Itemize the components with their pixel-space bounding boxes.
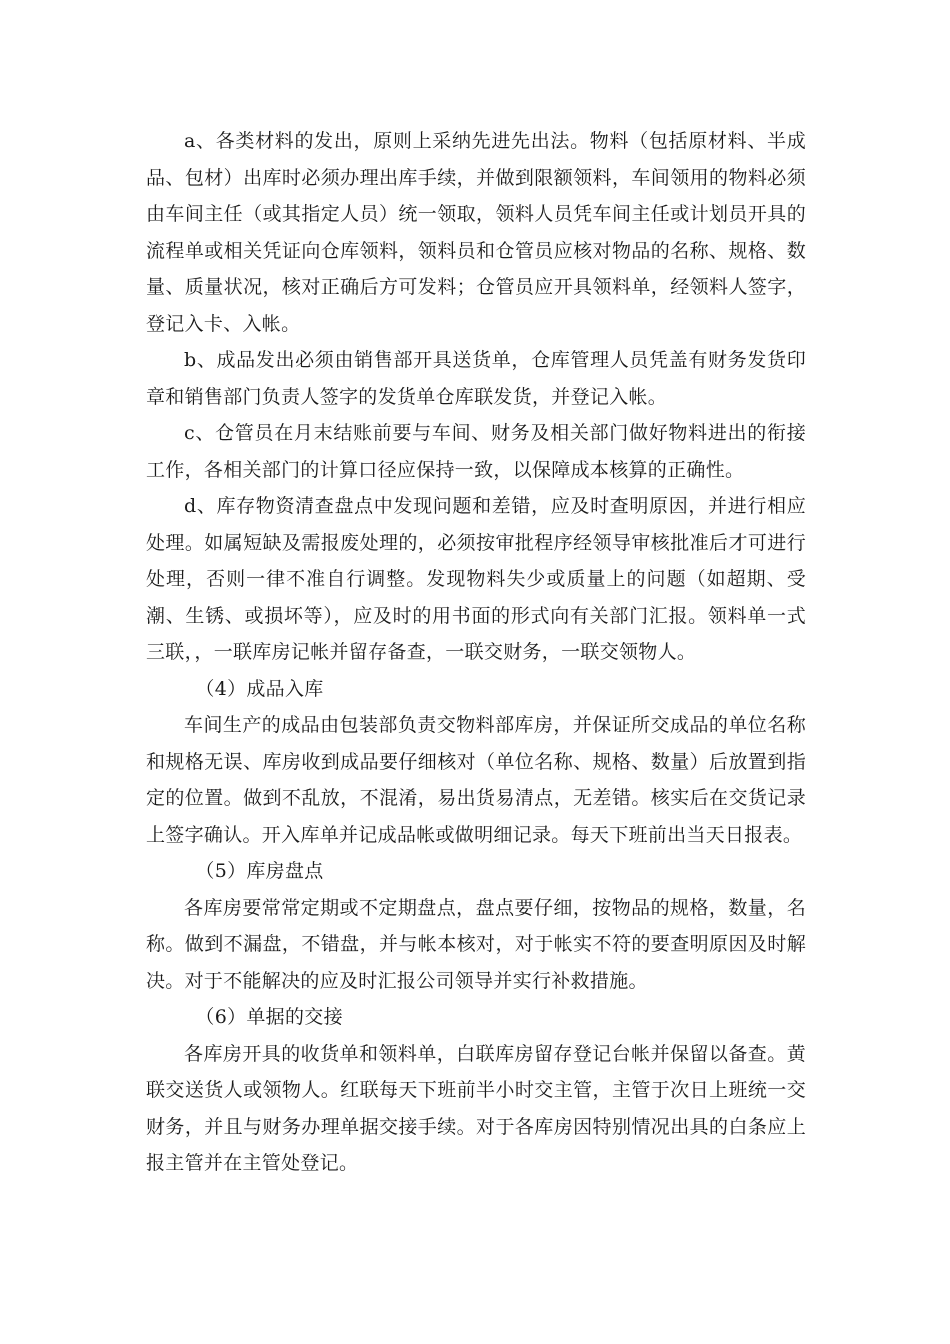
paragraph-finished-goods-storage: 车间生产的成品由包装部负责交物料部库房，并保证所交成品的单位名称和规格无误、库房收到成品要仔细核对（单位名称、规格、数量）后放置到指定的位置。做到不乱放，不混淆，易出货易清点，无差错。核实后在交货记录上签字确认。开入库单并记成品帐或做明细记录。每天下班前出当天日报表。 bbox=[146, 714, 806, 846]
paragraph-material-issue: a、各类材料的发出，原则上采纳先进先出法。物料（包括原材料、半成品、包材）出库时必须办理出库手续，并做到限额领料，车间领用的物料必须由车间主任（或其指定人员）统一领取，领料人员凭车间主任或计划员开具的流程单或相关凭证向仓库领料，领料员和仓管员应核对物品的名称、规格、数量、质量状况，核对正确后方可发料；仓管员应开具领料单，经领料人签字，登记入卡、入帐。 bbox=[146, 130, 806, 335]
paragraph-finished-goods-dispatch: b、成品发出必须由销售部开具送货单，仓库管理人员凭盖有财务发货印章和销售部门负责人签字的发货单仓库联发货，并登记入帐。 bbox=[146, 349, 806, 408]
section-heading-finished-goods-storage: （4）成品入库 bbox=[195, 677, 324, 700]
section-heading-stocktaking: （5）库房盘点 bbox=[195, 860, 324, 882]
paragraph-stocktaking: 各库房要常常定期或不定期盘点，盘点要仔细，按物品的规格，数量，名称。做到不漏盘，不错盘，并与帐本核对，对于帐实不符的要查明原因及时解决。对于不能解决的应及时汇报公司领导并实行补救措施。 bbox=[146, 896, 806, 992]
document-body bbox=[146, 123, 806, 1182]
section-heading-document-handover: （6）单据的交接 bbox=[195, 1006, 343, 1028]
paragraph-inventory-check-issues: d、库存物资清查盘点中发现问题和差错，应及时查明原因，并进行相应处理。如属短缺及需报废处理的，必须按审批程序经领导审核批准后才可进行处理，否则一律不准自行调整。发现物料失少或质量上的问题（如超期、受潮、生锈、或损坏等），应及时的用书面的形式向有关部门汇报。领料单一式三联，，一联库房记帐并留存备查，一联交财务，一联交领物人。 bbox=[146, 495, 806, 663]
paragraph-month-end-reconciliation: c、仓管员在月末结账前要与车间、财务及相关部门做好物料进出的衔接工作，各相关部门的计算口径应保持一致，以保障成本核算的正确性。 bbox=[146, 422, 806, 481]
paragraph-document-handover: 各库房开具的收货单和领料单，白联库房留存登记台帐并保留以备查。黄联交送货人或领物人。红联每天下班前半小时交主管，主管于次日上班统一交财务，并且与财务办理单据交接手续。对于各库房因特别情况出具的白条应上报主管并在主管处登记。 bbox=[146, 1042, 806, 1174]
